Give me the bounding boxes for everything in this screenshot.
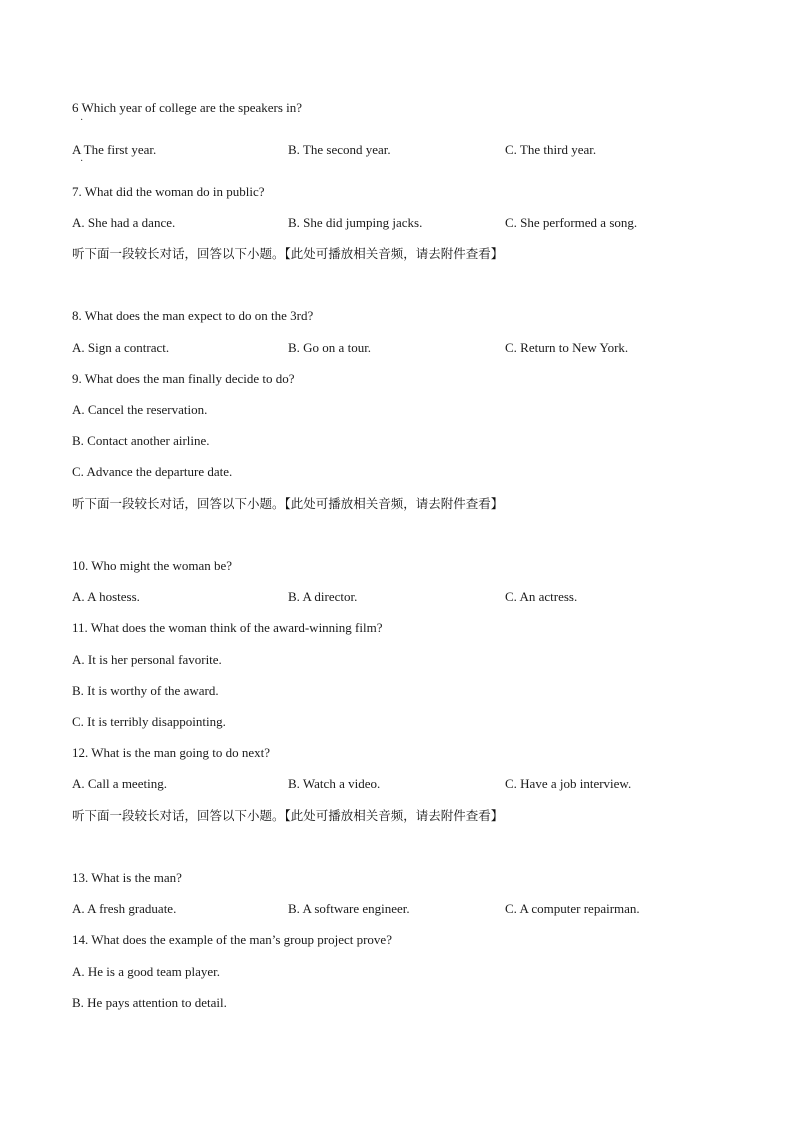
decorative-dot: · [80,115,84,126]
option-c: C. Have a job interview. [505,776,632,791]
decorative-dot: · [80,156,84,167]
question-14-option-a: A. He is a good team player. [72,964,221,979]
question-8-stem: 8. What does the man expect to do on the 3rd? [72,308,314,323]
option-b: B. The second year. [288,142,391,157]
question-13-stem: 13. What is the man? [72,870,182,885]
question-9-option-a: A. Cancel the reservation. [72,402,208,417]
section-heading: 听下面一段较长对话，回答以下小题。【此处可播放相关音频，请去附件查看】 [72,808,504,823]
question-11-option-c: C. It is terribly disappointing. [72,714,226,729]
option-a: A. Sign a contract. [72,340,170,355]
question-12-options [72,776,732,792]
option-b: B. Go on a tour. [288,340,372,355]
option-a: A. She had a dance. [72,215,176,230]
option-a: A. Call a meeting. [72,776,167,791]
option-c: C. The third year. [505,142,597,157]
option-c: C. An actress. [505,589,578,604]
option-a: A. A hostess. [72,589,140,604]
question-9-stem: 9. What does the man finally decide to do? [72,371,295,386]
question-10-options [72,589,732,605]
question-7-stem: 7. What did the woman do in public? [72,184,265,199]
option-b: B. A software engineer. [288,901,410,916]
question-14-stem: 14. What does the example of the man’s group project prove? [72,932,392,947]
question-13-options [72,901,732,917]
option-b: B. Watch a video. [288,776,381,791]
question-11-option-a: A. It is her personal favorite. [72,652,222,667]
option-a: A. A fresh graduate. [72,901,177,916]
option-c: C. A computer repairman. [505,901,640,916]
option-b: B. A director. [288,589,358,604]
question-9-option-b: B. Contact another airline. [72,433,210,448]
question-11-stem: 11. What does the woman think of the award-winning film? [72,620,383,635]
option-c: C. Return to New York. [505,340,629,355]
question-8-options [72,340,732,356]
question-12-stem: 12. What is the man going to do next? [72,745,270,760]
question-11-option-b: B. It is worthy of the award. [72,683,219,698]
option-a: A The first year. [72,142,157,157]
section-heading: 听下面一段较长对话，回答以下小题。【此处可播放相关音频，请去附件查看】 [72,246,504,261]
option-b: B. She did jumping jacks. [288,215,423,230]
question-6-stem: 6 Which year of college are the speakers in? [72,100,303,115]
question-10-stem: 10. Who might the woman be? [72,558,233,573]
question-7-options [72,215,732,231]
section-heading: 听下面一段较长对话，回答以下小题。【此处可播放相关音频，请去附件查看】 [72,496,504,511]
question-9-option-c: C. Advance the departure date. [72,464,233,479]
option-c: C. She performed a song. [505,215,638,230]
question-6-options [72,142,732,158]
question-14-option-b: B. He pays attention to detail. [72,995,227,1010]
